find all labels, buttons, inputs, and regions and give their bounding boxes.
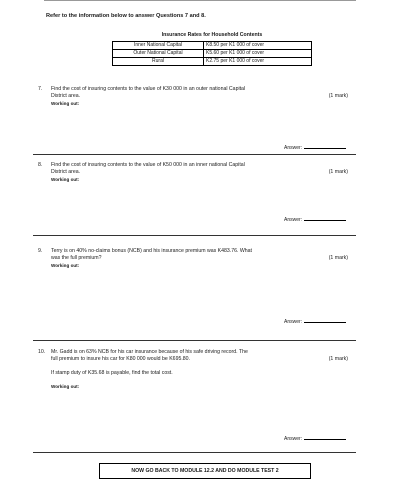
answer-label: Answer: xyxy=(284,217,303,223)
question-number: 7. xyxy=(38,86,43,92)
working-label: Working out: xyxy=(51,384,80,389)
answer-label: Answer: xyxy=(284,145,303,151)
question-line: Terry is on 40% no-claims bonus (NCB) and his insurance premium was K483.76. What xyxy=(51,248,252,254)
working-label: Working out: xyxy=(51,263,80,268)
table-row xyxy=(113,42,312,50)
rates-table xyxy=(112,41,312,66)
separator xyxy=(33,154,356,155)
answer-area[interactable] xyxy=(284,216,346,223)
marks-label: (1 mark) xyxy=(328,356,348,362)
marks-label: (1 mark) xyxy=(328,169,348,175)
question-line: Mr. Gadd is on 63% NCB for his car insurance because of his safe driving record. The xyxy=(51,349,248,355)
answer-area[interactable] xyxy=(284,318,346,325)
separator xyxy=(33,235,356,236)
rate-area: Inner National Capital xyxy=(113,42,204,50)
answer-line[interactable] xyxy=(304,318,346,323)
question-line: If stamp duty of K35.68 is payable, find the total cost. xyxy=(51,370,173,376)
answer-line[interactable] xyxy=(304,144,346,149)
answer-line[interactable] xyxy=(304,216,346,221)
question-text xyxy=(51,86,343,100)
question-text xyxy=(51,248,343,262)
marks-label: (1 mark) xyxy=(328,255,348,261)
rates-table-title: Insurance Rates for Household Contents xyxy=(161,32,263,38)
answer-area[interactable] xyxy=(284,144,346,151)
question-line: full premium to insure his car for K80 000 would be K695.80. xyxy=(51,356,190,362)
table-row xyxy=(113,58,312,66)
rate-value: K5.60 per K1 000 of cover xyxy=(204,50,312,58)
question-line: was the full premium? xyxy=(51,255,102,261)
question-text xyxy=(51,349,343,377)
separator xyxy=(33,452,356,453)
working-label: Working out: xyxy=(51,101,80,106)
rate-area: Outer National Capital xyxy=(113,50,204,58)
separator xyxy=(33,340,356,341)
rate-area: Rural xyxy=(113,58,204,66)
question-line: District area. xyxy=(51,93,81,99)
question-number: 8. xyxy=(38,162,43,168)
rate-value: K8.50 per K1 000 of cover xyxy=(204,42,312,50)
table-row xyxy=(113,50,312,58)
answer-line[interactable] xyxy=(304,435,346,440)
answer-label: Answer: xyxy=(284,436,303,442)
question-number: 10. xyxy=(38,349,46,355)
footer-instruction: NOW GO BACK TO MODULE 12.2 AND DO MODULE TEST 2 xyxy=(99,463,311,479)
question-number: 9. xyxy=(38,248,43,254)
question-line: Find the cost of insuring contents to the value of K50 000 in an inner national Capital xyxy=(51,162,245,168)
question-line: Find the cost of insuring contents to the value of K30 000 in an outer national Capital xyxy=(51,86,246,92)
marks-label: (1 mark) xyxy=(328,93,348,99)
answer-area[interactable] xyxy=(284,435,346,442)
answer-label: Answer: xyxy=(284,319,303,325)
question-text xyxy=(51,162,343,176)
question-line: District area. xyxy=(51,169,81,175)
top-rule xyxy=(44,0,356,1)
rate-value: K2.75 per K1 000 of cover xyxy=(204,58,312,66)
intro-text: Refer to the information below to answer Questions 7 and 8. xyxy=(46,13,206,19)
working-label: Working out: xyxy=(51,177,80,182)
